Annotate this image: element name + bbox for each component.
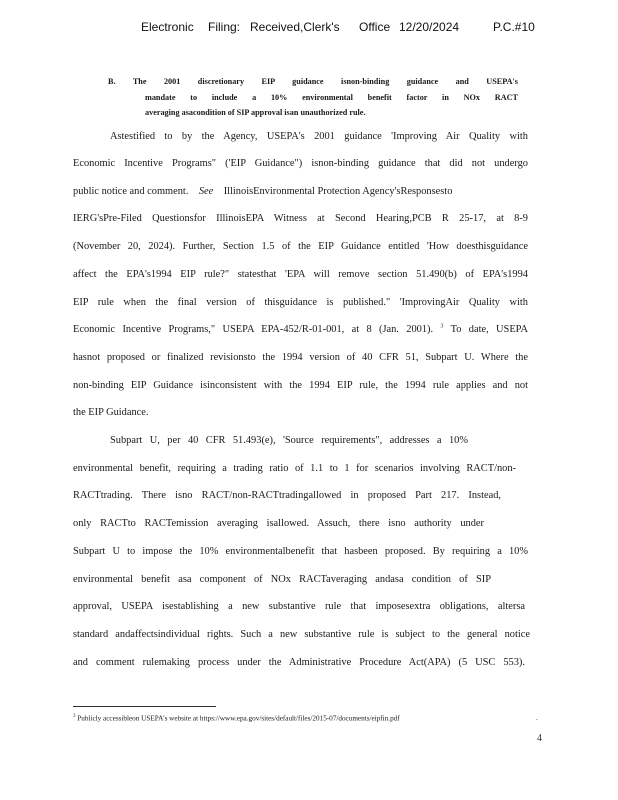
header-pc-number: P.C.#10 [493,20,535,34]
section-heading [108,74,518,121]
body-line-8 [73,323,528,337]
see-signal: See [198,186,214,197]
body-line-6: affect the EPA's1994 EIP rule?" statesthat 'EPA will remove section 51.490(b) of EPA's1994 [73,269,528,280]
heading-line-1: B. The 2001 discretionary EIP guidance isnon-binding guidance and USEPA's [108,77,518,86]
body-line-9: hasnot proposed or finalized revisionsto the 1994 version of 40 CFR 51, Subpart U. Where the [73,352,528,363]
body-line-11: the EIP Guidance. [73,407,149,418]
heading-line-3: averaging asacondition of SIP approval isan unauthorized rule. [145,108,366,117]
body-line-2: Economic Incentive Programs" ('EIP Guidance") isnon-binding guidance that did not undergo [73,158,528,169]
footnote-text[interactable]: Publicly accessibleon USEPA's website at https://www.epa.gov/sites/default/files/2015-07/documents/eipfin.pdf [77,714,400,723]
body-line-19: standard andaffectsindividual rights. Such a new substantive rule is subject to the general notice [73,629,530,640]
footnote-separator [73,706,216,707]
header-electronic: Electronic [141,20,194,34]
page-number: 4 [537,733,542,744]
electronic-filing-header [0,20,618,38]
body-line-14: RACTtrading. There isno RACT/non-RACTtradingallowed in proposed Part 217. Instead, [73,490,501,501]
footnote-3 [73,714,543,722]
footnote-trailing-dot: . [536,714,538,722]
body-line-12: Subpart U, per 40 CFR 51.493(e), 'Source requirements", addresses a 10% [110,435,468,446]
footnote-marker: 3 [73,714,76,719]
body-line-10: non-binding EIP Guidance isinconsistent with the 1994 EIP rule, the 1994 rule applies and not [73,380,528,391]
body-line-4: IERG'sPre-Filed Questionsfor IllinoisEPA Witness at Second Hearing,PCB R 25-17, at 8-9 [73,213,528,224]
heading-line-2: mandate to include a 10% environmental benefit factor in NOx RACT [145,92,518,102]
body-line-13: environmental benefit, requiring a trading ratio of 1.1 to 1 for scenarios involving RACT/non- [73,463,516,474]
body-line-18: approval, USEPA isestablishing a new substantive rule that imposesextra obligations, altersa [73,601,525,612]
body-line-20: and comment rulemaking process under the Administrative Procedure Act(APA) (5 USC 553). [73,657,525,668]
body-line-1: Astestified to by the Agency, USEPA's 2001 guidance 'Improving Air Quality with [110,131,528,142]
public-notice-text: public notice and comment. [73,186,189,197]
body-line-16: Subpart U to impose the 10% environmentalbenefit that hasbeen proposed. By requiring a 10% [73,546,528,557]
header-office: Office [359,20,391,34]
body-line-5: (November 20, 2024). Further, Section 1.5 of the EIP Guidance entitled 'How doesthisguidance [73,241,528,252]
citation-agency: IllinoisEnvironmental Protection Agency'sResponsesto [223,186,453,197]
body-line-7: EIP rule when the final version of thisguidance is published." 'ImprovingAir Quality with [73,297,528,308]
header-received: Received,Clerk's [250,20,340,34]
eip-guidance-citation: Economic Incentive Programs," USEPA EPA-452/R-01-001, at 8 (Jan. 2001). [73,324,434,335]
header-filing: Filing: [208,20,241,34]
to-date-text: To date, USEPA [450,324,528,335]
body-line-17: environmental benefit asa component of NOx RACTaveraging andasa condition of SIP [73,574,491,585]
footnote-ref-3[interactable]: 3 [440,323,444,330]
body-line-15: only RACTto RACTemission averaging isallowed. Assuch, there isno authority under [73,518,484,529]
header-date: 12/20/2024 [399,20,460,34]
body-line-3 [73,185,528,199]
